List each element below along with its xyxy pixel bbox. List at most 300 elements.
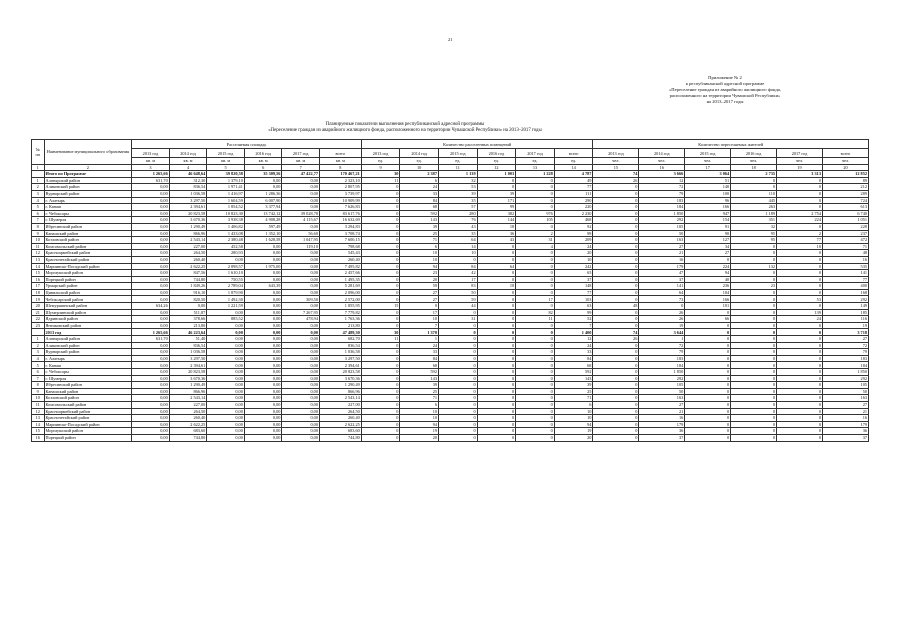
table-cell: 0,00 — [282, 408, 320, 415]
table-cell: 10 909,99 — [319, 197, 361, 204]
table-cell: 631,70 — [132, 336, 170, 343]
table-cell: 10 — [554, 415, 593, 422]
row-number: 10 — [32, 237, 45, 244]
table-cell: 1 849,26 — [169, 283, 207, 290]
table-cell: 0 — [593, 223, 639, 230]
table-cell: 0 — [361, 395, 400, 402]
table-cell: 0 — [731, 349, 777, 356]
header-unit: ед. — [477, 158, 516, 165]
table-cell: 36 — [639, 428, 685, 435]
table-cell: 21 — [639, 250, 685, 257]
table-cell: 2 230 — [554, 210, 593, 217]
table-cell: 0 — [777, 289, 823, 296]
table-cell: 0 — [731, 316, 777, 323]
table-cell: 0 — [516, 336, 555, 343]
table-cell: 37 — [639, 434, 685, 441]
table-cell: 71 — [822, 243, 868, 250]
table-cell: 0 — [516, 342, 555, 349]
row-number: 2 — [32, 342, 45, 349]
table-cell: 0 — [361, 197, 400, 204]
table-cell: 0,00 — [207, 382, 245, 389]
table-cell: 7 495,82 — [319, 263, 361, 270]
header-year: 2017 год — [777, 149, 823, 158]
table-cell: 7 — [554, 322, 593, 329]
table-cell: 0 — [777, 329, 823, 336]
table-cell: 184 — [639, 362, 685, 369]
table-cell: 0 — [516, 329, 555, 336]
table-cell: 16 632,69 — [319, 217, 361, 224]
table-cell: 10 — [400, 316, 439, 323]
table-cell: 0 — [516, 369, 555, 376]
table-cell: 0,00 — [132, 190, 170, 197]
table-cell: 682,70 — [319, 336, 361, 343]
table-cell: 0 — [516, 256, 555, 263]
table-cell: 1 406,82 — [207, 223, 245, 230]
column-number: 14 — [554, 164, 593, 171]
table-cell: 24 — [400, 184, 439, 191]
table-cell: 1 850 — [639, 210, 685, 217]
table-cell: 42 — [438, 270, 477, 277]
table-cell: 3 718 — [822, 329, 868, 336]
table-cell: 94 — [400, 421, 439, 428]
table-cell: 11 — [361, 177, 400, 184]
table-cell: 0 — [685, 336, 731, 343]
table-cell: 163 — [639, 395, 685, 402]
table-cell: 31 — [516, 237, 555, 244]
row-number: 8 — [32, 382, 45, 389]
table-cell: 143 — [400, 217, 439, 224]
table-cell: 976 — [516, 210, 555, 217]
table-cell: 0 — [777, 362, 823, 369]
table-cell: 24 — [777, 316, 823, 323]
table-cell: 0 — [777, 401, 823, 408]
table-cell: 39 — [400, 223, 439, 230]
table-cell: 79 — [822, 349, 868, 356]
table-cell: 105 — [516, 217, 555, 224]
table-cell: 139 — [777, 309, 823, 316]
table-cell: 1 228 — [516, 171, 555, 178]
row-name: Ибресинский район — [44, 382, 132, 389]
table-cell: 1 003 — [477, 171, 516, 178]
table-cell: 10 — [400, 256, 439, 263]
table-cell: 2 807,95 — [319, 184, 361, 191]
table-cell: 2 394,61 — [319, 362, 361, 369]
table-row — [32, 329, 869, 336]
table-cell: 0,00 — [132, 362, 170, 369]
table-cell: 10 823,30 — [207, 210, 245, 217]
table-cell: 1 628,58 — [244, 237, 282, 244]
table-cell: 0 — [361, 434, 400, 441]
table-cell: 0 — [777, 388, 823, 395]
table-cell: 0,00 — [244, 270, 282, 277]
table-cell: 312,30 — [169, 177, 207, 184]
table-cell: 0 — [593, 210, 639, 217]
table-cell: 0,00 — [132, 243, 170, 250]
table-cell: 0 — [685, 309, 731, 316]
table-cell: 79 — [639, 349, 685, 356]
table-cell: 92 — [554, 223, 593, 230]
appendix-line: на 2013–2017 годы — [706, 99, 744, 104]
table-cell: 7 626,83 — [319, 204, 361, 211]
row-number — [32, 329, 45, 336]
table-cell: 3 938,38 — [207, 217, 245, 224]
table-cell: 683,60 — [169, 428, 207, 435]
table-cell: 0 — [361, 309, 400, 316]
table-cell: 0 — [361, 184, 400, 191]
row-number: 15 — [32, 270, 45, 277]
table-cell: 19 — [554, 428, 593, 435]
table-cell: 2 735 — [731, 171, 777, 178]
table-cell: 0 — [593, 276, 639, 283]
table-cell: 1 286,36 — [244, 190, 282, 197]
table-cell: 24 — [554, 243, 593, 250]
table-cell: 0,00 — [244, 395, 282, 402]
table-cell: 0,00 — [132, 217, 170, 224]
table-cell: 0,00 — [244, 177, 282, 184]
table-row — [32, 204, 869, 211]
table-cell: 0 — [438, 428, 477, 435]
table-cell: 51 — [685, 177, 731, 184]
table-cell: 0 — [516, 322, 555, 329]
row-name: Комсомольский район — [44, 401, 132, 408]
table-cell: 163 — [639, 237, 685, 244]
table-cell: 0 — [685, 355, 731, 362]
table-cell: 2 754 — [777, 210, 823, 217]
table-cell: 0,00 — [282, 342, 320, 349]
table-cell: 140 — [685, 184, 731, 191]
table-cell: 213,80 — [169, 322, 207, 329]
table-cell: 32 — [731, 223, 777, 230]
table-cell: 836,54 — [319, 342, 361, 349]
table-cell: 52 — [554, 316, 593, 323]
table-cell: 1 971,41 — [207, 184, 245, 191]
table-cell: 149 — [822, 303, 868, 310]
header-unit: ед. — [361, 158, 400, 165]
table-cell: 11 — [516, 316, 555, 323]
table-cell: 65 — [554, 270, 593, 277]
table-cell: 0,00 — [244, 276, 282, 283]
table-cell: 0,00 — [132, 349, 170, 356]
table-cell: 66 — [685, 316, 731, 323]
table-cell: 0,00 — [132, 342, 170, 349]
table-cell: 866,96 — [169, 388, 207, 395]
table-cell: 0,00 — [244, 428, 282, 435]
row-number: 7 — [32, 217, 45, 224]
table-cell: 99 — [554, 309, 593, 316]
table-cell: 0 — [516, 355, 555, 362]
table-cell: 2 543,14 — [169, 237, 207, 244]
header-row-colnums — [32, 164, 869, 171]
table-cell: 0,00 — [244, 355, 282, 362]
table-cell: 260,40 — [319, 415, 361, 422]
table-cell: 0 — [477, 336, 516, 343]
row-number: 18 — [32, 289, 45, 296]
table-cell: 242 — [554, 263, 593, 270]
table-cell: 7 779,82 — [319, 309, 361, 316]
table-cell: 71 — [554, 395, 593, 402]
table-cell: 3 666 — [639, 171, 685, 178]
table-cell: 0,00 — [244, 401, 282, 408]
appendix-line: Приложение № 2 — [708, 75, 742, 80]
table-cell: 0,00 — [132, 223, 170, 230]
table-cell: 35 309,56 — [244, 171, 282, 178]
table-cell: 0,00 — [244, 342, 282, 349]
table-cell: 33 — [400, 349, 439, 356]
table-cell: 27 — [822, 336, 868, 343]
table-cell: 10 — [554, 408, 593, 415]
table-cell: 0 — [477, 408, 516, 415]
row-number: 9 — [32, 388, 45, 395]
row-number: 9 — [32, 230, 45, 237]
table-cell: 0 — [361, 237, 400, 244]
table-cell: 4 115,67 — [282, 217, 320, 224]
table-cell: 0,00 — [132, 375, 170, 382]
row-number: 22 — [32, 316, 45, 323]
table-cell: 163 — [822, 395, 868, 402]
table-cell: 0 — [777, 256, 823, 263]
table-cell: 0 — [400, 303, 439, 310]
table-cell: 0 — [777, 428, 823, 435]
table-row — [32, 190, 869, 197]
table-cell: 24 — [400, 342, 439, 349]
table-cell: 885,52 — [207, 316, 245, 323]
table-cell: 0 — [777, 355, 823, 362]
column-number: 10 — [400, 164, 439, 171]
table-cell: 511,87 — [169, 309, 207, 316]
table-cell: 0,00 — [244, 184, 282, 191]
table-cell: 0 — [516, 197, 555, 204]
table-cell: 0 — [361, 428, 400, 435]
table-cell: 20 — [400, 276, 439, 283]
table-cell: 34 — [685, 243, 731, 250]
table-cell: 631,70 — [132, 177, 170, 184]
table-cell: 0,00 — [132, 270, 170, 277]
table-cell: 0 — [593, 230, 639, 237]
table-cell: 744,80 — [319, 434, 361, 441]
table-cell: 35 — [438, 230, 477, 237]
table-cell: 6 — [400, 243, 439, 250]
column-number: 13 — [516, 164, 555, 171]
table-cell: 105 — [822, 382, 868, 389]
header-unit: ед. — [516, 158, 555, 165]
table-body — [32, 171, 869, 441]
table-cell: 0 — [685, 256, 731, 263]
table-cell: 144 — [477, 217, 516, 224]
header-unit: чел. — [777, 158, 823, 165]
table-cell: 26 — [593, 177, 639, 184]
row-number: 7 — [32, 375, 45, 382]
table-cell: 0 — [593, 217, 639, 224]
table-cell: 0,00 — [282, 401, 320, 408]
table-cell: 0 — [438, 342, 477, 349]
table-cell: 0 — [361, 230, 400, 237]
table-cell: 0 — [477, 342, 516, 349]
table-cell: 0,00 — [244, 382, 282, 389]
table-cell: 0,00 — [282, 289, 320, 296]
table-row — [32, 415, 869, 422]
table-cell: 597,49 — [244, 223, 282, 230]
table-cell: 0 — [777, 283, 823, 290]
table-cell: 0,00 — [244, 309, 282, 316]
table-cell: 0 — [593, 388, 639, 395]
table-cell: 351 — [731, 217, 777, 224]
table-cell: 0 — [361, 204, 400, 211]
table-cell: 0 — [731, 421, 777, 428]
table-cell: 94 — [685, 270, 731, 277]
table-cell: 37 — [639, 276, 685, 283]
header-people: Количество переселяемых жителей — [593, 140, 869, 149]
table-cell: 16 — [639, 256, 685, 263]
table-row — [32, 243, 869, 250]
header-year: 2016 год — [244, 149, 282, 158]
table-row — [32, 401, 869, 408]
table-cell: 0,00 — [207, 388, 245, 395]
table-cell: 0 — [477, 428, 516, 435]
table-cell: 82 — [516, 309, 555, 316]
row-number: 4 — [32, 197, 45, 204]
table-cell: 0 — [516, 415, 555, 422]
table-row — [32, 256, 869, 263]
header-unit: кв. м — [132, 158, 170, 165]
table-cell: 44 — [438, 303, 477, 310]
table-cell: 0,00 — [132, 382, 170, 389]
table-cell: 2 457,66 — [319, 270, 361, 277]
table-cell: 0,00 — [132, 309, 170, 316]
row-number: 20 — [32, 303, 45, 310]
table-cell: 3 739,97 — [319, 190, 361, 197]
header-name: Наименование муниципального образования — [44, 140, 132, 165]
table-cell: 0,00 — [207, 322, 245, 329]
header-year: 2013 год — [593, 149, 639, 158]
table-cell: 2 543,14 — [169, 395, 207, 402]
header-row-units — [32, 158, 869, 165]
table-row — [32, 276, 869, 283]
header-year: 2015 год — [207, 149, 245, 158]
column-number: 15 — [593, 164, 639, 171]
table-cell: 39 — [400, 382, 439, 389]
table-cell: 0 — [438, 434, 477, 441]
table-cell: 94 — [554, 421, 593, 428]
table-cell: 0 — [361, 270, 400, 277]
table-cell: 179 — [822, 421, 868, 428]
table-cell: 0,00 — [132, 197, 170, 204]
table-cell: 0 — [361, 375, 400, 382]
table-cell: 2 394,61 — [169, 362, 207, 369]
table-cell: 68 — [554, 362, 593, 369]
row-name: Канашский район — [44, 230, 132, 237]
table-cell: 0,00 — [207, 415, 245, 422]
table-cell: 3 297,50 — [169, 355, 207, 362]
table-cell: 0 — [477, 349, 516, 356]
table-cell: 179 — [639, 263, 685, 270]
table-cell: 27 — [400, 289, 439, 296]
table-row — [32, 217, 869, 224]
table-cell: 103 — [554, 296, 593, 303]
table-cell: 0,00 — [244, 250, 282, 257]
row-name: г. Алатырь — [44, 355, 132, 362]
table-cell: 0,00 — [244, 322, 282, 329]
header-year: всего — [822, 149, 868, 158]
table-cell: 0,00 — [282, 276, 320, 283]
table-cell: 33 — [554, 349, 593, 356]
table-cell: 185 — [822, 309, 868, 316]
table-cell: 209 — [554, 237, 593, 244]
header-unit: чел. — [731, 158, 777, 165]
table-cell: 0,00 — [207, 349, 245, 356]
table-cell: 3 313 — [777, 171, 823, 178]
table-cell: 3 708,74 — [319, 230, 361, 237]
table-cell: 0,00 — [132, 395, 170, 402]
row-number: 14 — [32, 421, 45, 428]
table-cell: 0 — [731, 415, 777, 422]
table-cell: 683,60 — [319, 428, 361, 435]
table-cell: 59 — [438, 296, 477, 303]
table-cell: 0,00 — [132, 388, 170, 395]
table-cell: 0 — [593, 382, 639, 389]
table-cell: 183 — [639, 355, 685, 362]
table-cell: 10 — [777, 243, 823, 250]
table-cell: 18 — [477, 223, 516, 230]
table-cell: 0,00 — [282, 263, 320, 270]
table-cell: 30 — [361, 329, 400, 336]
table-cell: 0 — [593, 421, 639, 428]
table-cell: 0 — [593, 349, 639, 356]
table-cell: 478,94 — [282, 316, 320, 323]
table-cell: 613 — [822, 204, 868, 211]
table-cell: 847,56 — [169, 270, 207, 277]
table-cell: 0 — [777, 270, 823, 277]
table-cell: 0 — [639, 303, 685, 310]
table-cell: 25 — [554, 388, 593, 395]
table-cell: 0 — [477, 270, 516, 277]
table-cell: 0 — [361, 382, 400, 389]
table-cell: 0 — [731, 329, 777, 336]
table-cell: 0 — [438, 415, 477, 422]
table-cell: 37 — [822, 434, 868, 441]
table-cell: 0,00 — [132, 184, 170, 191]
table-cell: 947 — [685, 210, 731, 217]
table-cell: 19 — [400, 428, 439, 435]
table-cell: 0,00 — [282, 303, 320, 310]
table-cell: 11 — [361, 336, 400, 343]
table-cell: 0 — [361, 276, 400, 283]
column-number: 12 — [477, 164, 516, 171]
column-number: 19 — [777, 164, 823, 171]
table-cell: 0,00 — [132, 415, 170, 422]
table-cell: 0 — [477, 329, 516, 336]
table-cell: 468 — [554, 217, 593, 224]
table-cell: 545,43 — [319, 250, 361, 257]
table-cell: 0 — [731, 289, 777, 296]
table-cell: 12 — [554, 336, 593, 343]
table-cell: 20 823,58 — [319, 369, 361, 376]
table-cell: 0,00 — [132, 256, 170, 263]
table-cell: 0 — [361, 289, 400, 296]
table-cell: 820,50 — [169, 296, 207, 303]
table-cell: 0 — [593, 401, 639, 408]
table-cell: 0 — [438, 401, 477, 408]
table-cell: 6 — [400, 401, 439, 408]
table-cell: 0,00 — [282, 434, 320, 441]
table-cell: 27 — [685, 250, 731, 257]
table-cell: 2 543,14 — [319, 395, 361, 402]
header-year: 2015 год — [438, 149, 477, 158]
table-cell: 26 — [639, 316, 685, 323]
header-year: 2016 год — [477, 149, 516, 158]
table-cell: 0,00 — [132, 421, 170, 428]
table-cell: 72 — [822, 342, 868, 349]
table-cell: 35 — [438, 197, 477, 204]
